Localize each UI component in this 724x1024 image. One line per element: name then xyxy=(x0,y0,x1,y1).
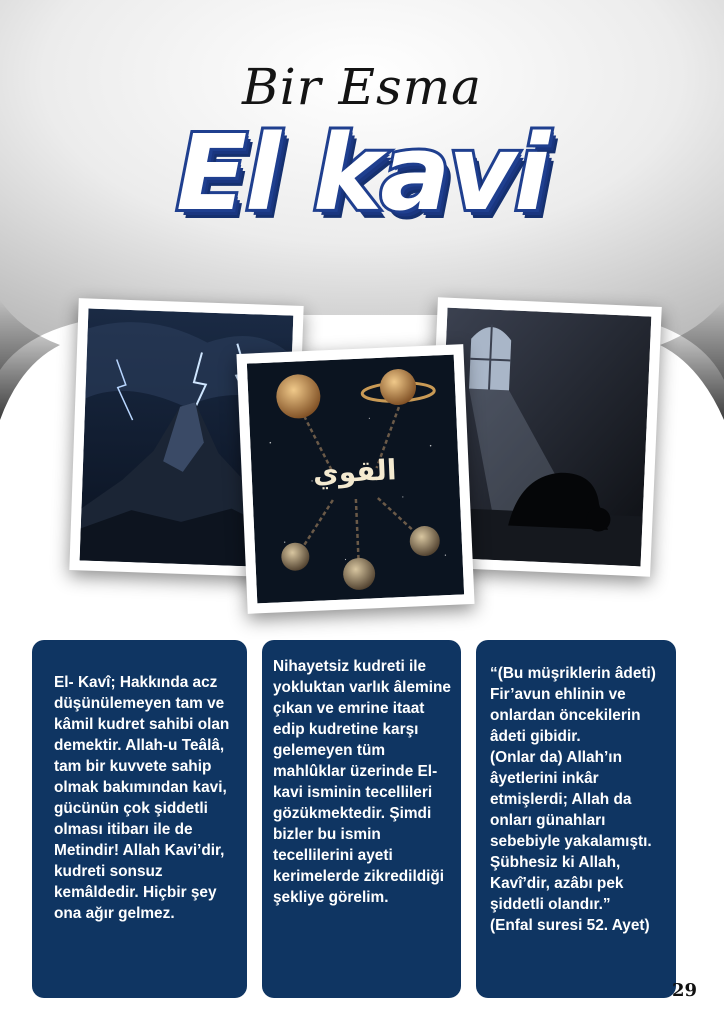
text-card-left xyxy=(32,640,247,998)
script-title: Bir Esma xyxy=(242,58,482,116)
text-card-middle xyxy=(262,640,461,998)
card-right-verse-continued: (Onlar da) Allah’ın âyetlerini inkâr etmişlerdi; Allah da onları günahları sebebiyle yakalamıştı. Şübhesiz ki Allah, Kavî’dir, azâbı pek şiddetli olandır.” xyxy=(490,749,652,913)
page-title: El kavi xyxy=(176,112,548,234)
card-right-reference: (Enfal suresi 52. Ayet) xyxy=(490,917,650,934)
page-number: 29 xyxy=(672,980,698,1001)
card-right-verse: “(Bu müşriklerin âdeti) Fir’avun ehlinin ve onlardan öncekilerin âdeti gibidir. xyxy=(490,665,656,745)
planets-image xyxy=(247,355,464,604)
photo-planets-calligraphy xyxy=(236,344,474,614)
text-card-right xyxy=(476,640,676,998)
card-middle-text: Nihayetsiz kudreti ile yokluktan varlık âlemine çıkan ve emrine itaat edip kudretine karşı gelemeyen tüm mahlûklar üzerinde El- kavi isminin tecellileri gözükmektedir. Şimdi bizler bu ismin tecellilerini ayeti kerimelerde zikredildiği şekliye görelim. xyxy=(273,658,451,906)
calligraphy-text: القوي xyxy=(312,453,398,490)
card-left-text: El- Kavî; Hakkında acz düşünülemeyen tam ve kâmil kudret sahibi olan demektir. Allah-u Teâlâ, tam bir kuvvete sahip olmak bakımından kavi, gücünün çok şiddetli olması itibarı ile de Metindir! Allah Kavi’dir, kudreti sonsuz kemâldedir. Hiçbir şey ona ağır gelmez. xyxy=(54,674,230,922)
